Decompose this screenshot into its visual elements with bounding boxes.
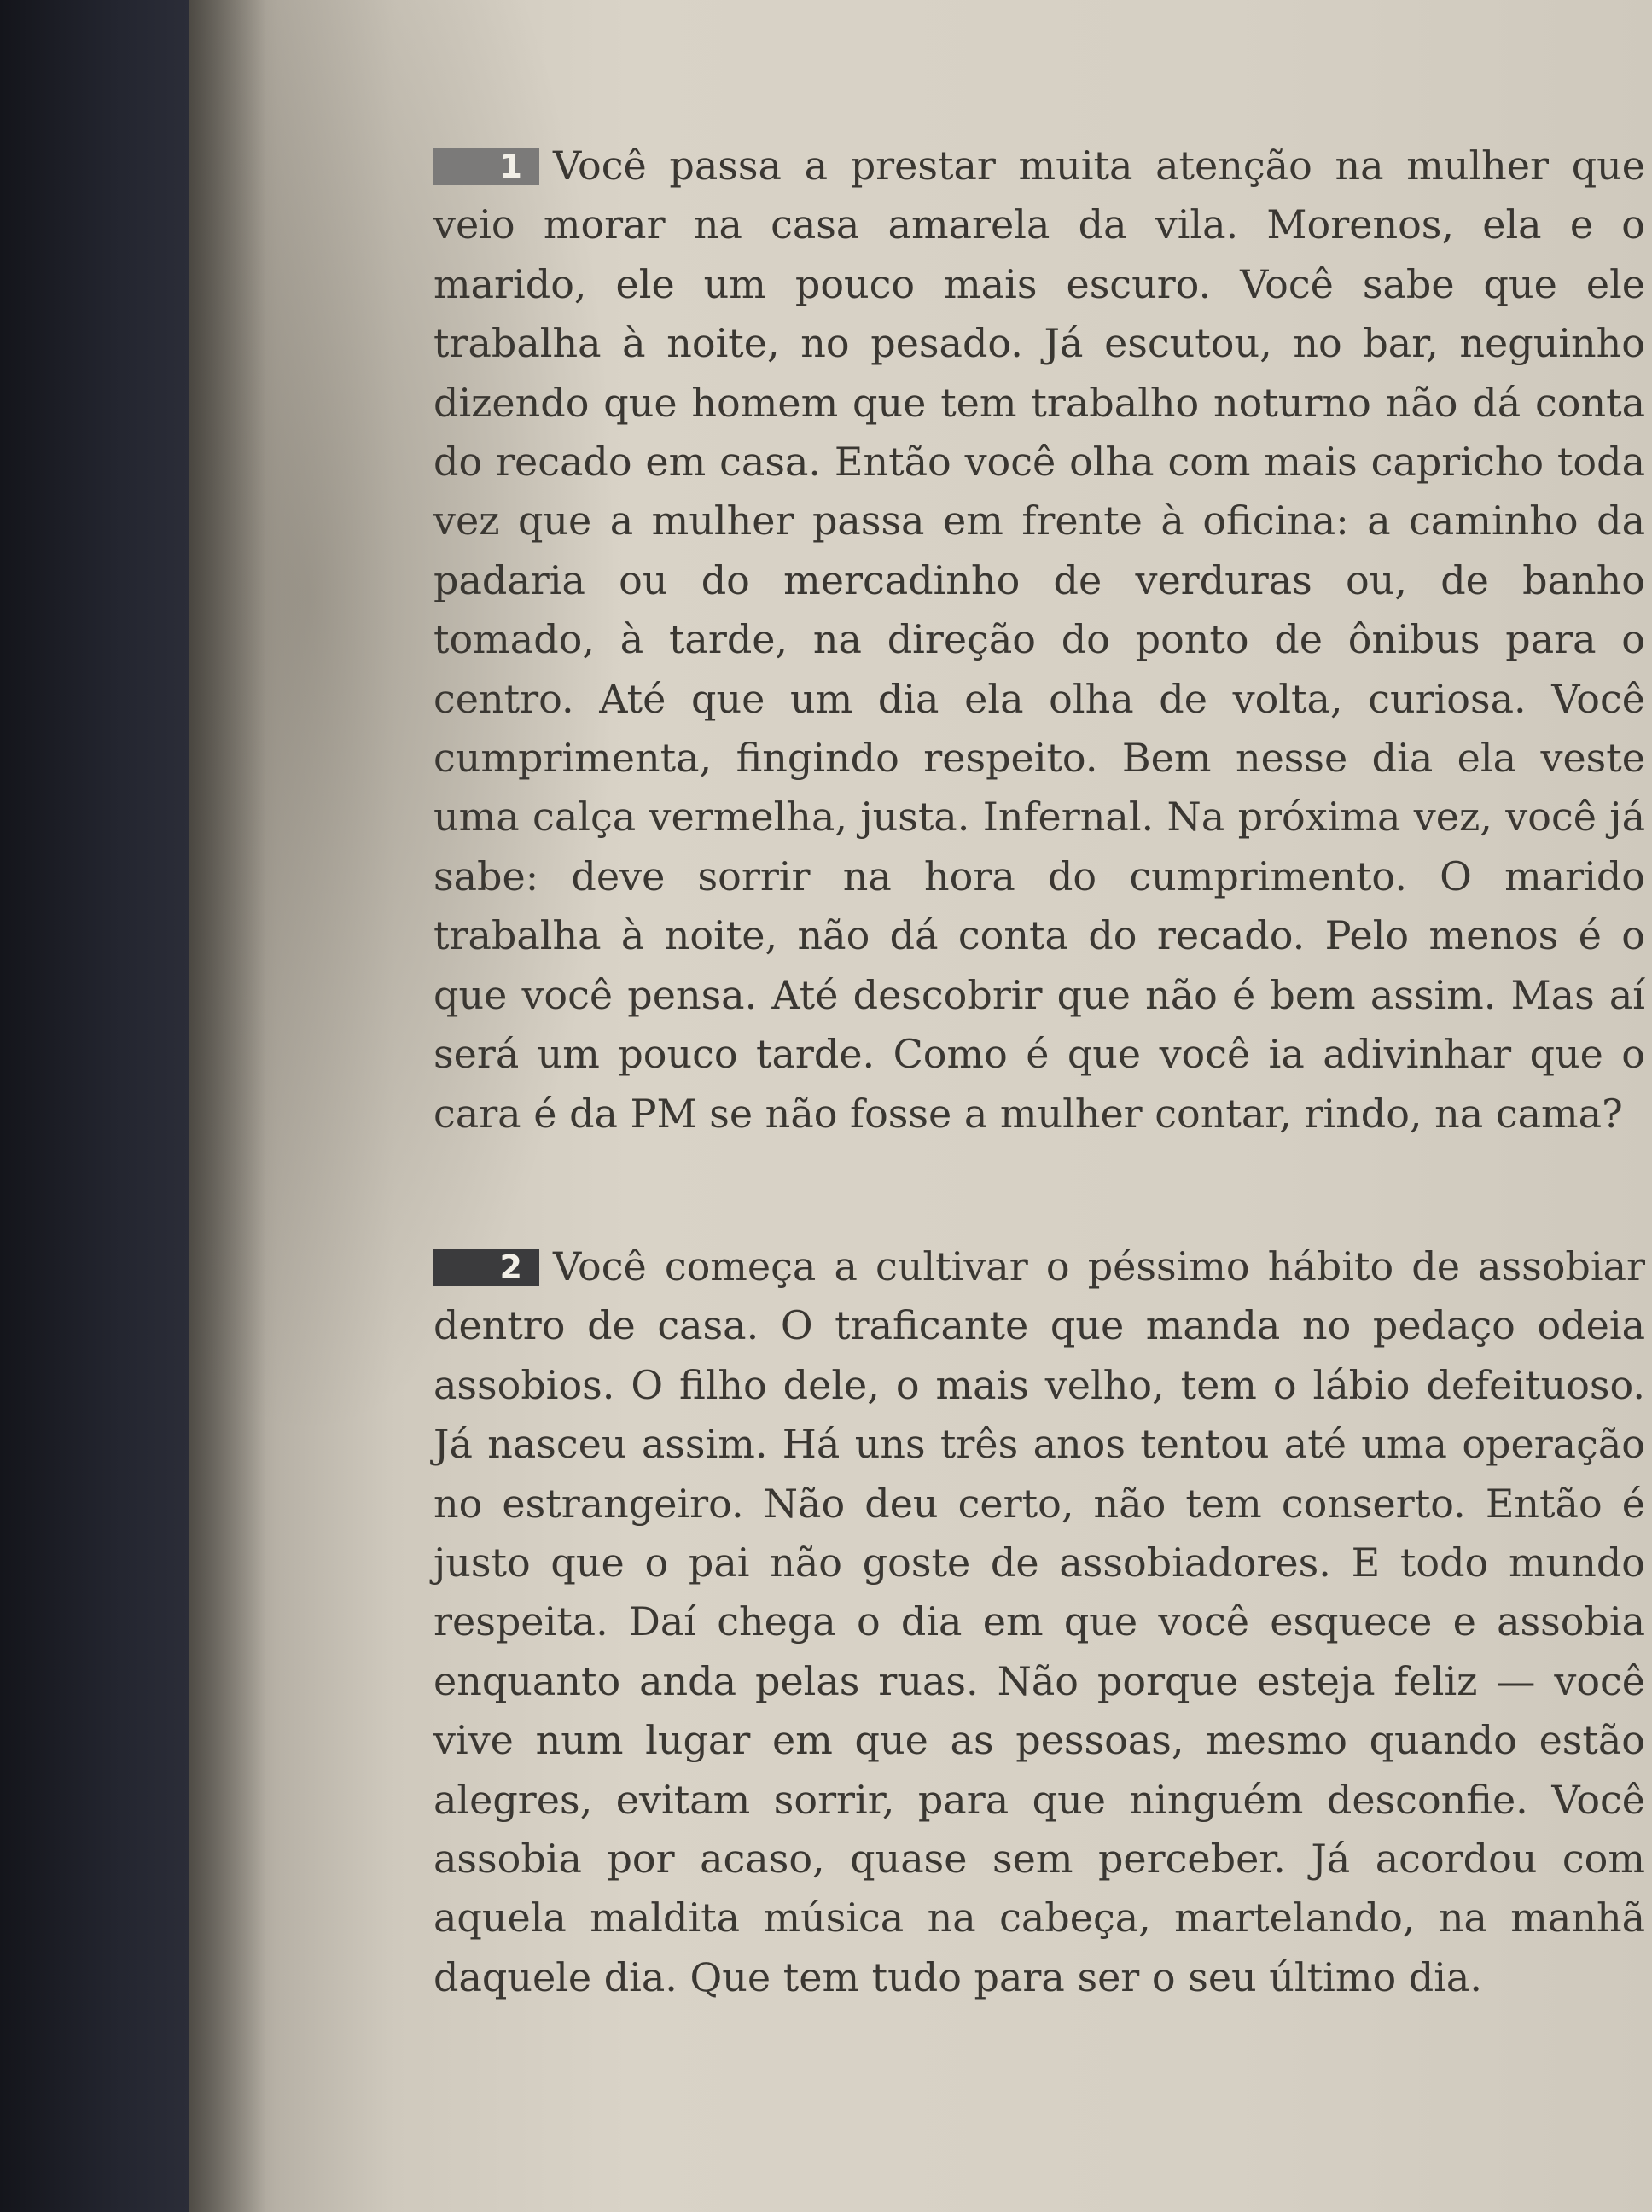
section-1-number-marker: 1 bbox=[433, 148, 539, 185]
section-1-text: Você passa a prestar muita atenção na mulher que veio morar na casa amarela da vila. Morenos, ela e o marido, ele um pouco mais escuro. Você sabe que ele trabalha à noite, no pesado. Já escutou, no bar, neguinho dizendo que homem que tem trabalho noturno não dá conta do recado em casa. Então você olha com mais capricho toda vez que a mulher passa em frente à oficina: a caminho da padaria ou do mercadinho de verduras ou, de banho tomado, à tarde, na direção do ponto de ônibus para o centro. Até que um dia ela olha de volta, curiosa. Você cumprimenta, fingindo respeito. Bem nesse dia ela veste uma calça vermelha, justa. Infernal. Na próxima vez, você já sabe: deve sorrir na hora do cumprimento. O marido trabalha à noite, não dá conta do recado. Pelo menos é o que você pensa. Até descobrir que não é bem assim. Mas aí será um pouco tarde. Como é que você ia adivinhar que o cara é da PM se não fosse a mulher contar, rindo, na cama? bbox=[433, 143, 1645, 1137]
section-2-text: Você começa a cultivar o péssimo hábito de assobiar dentro de casa. O traficante que manda no pedaço odeia assobios. O filho dele, o mais velho, tem o lábio defeituoso. Já nasceu assim. Há uns três anos tentou até uma operação no estrangeiro. Não deu certo, não tem conserto. Então é justo que o pai não goste de assobiadores. E todo mundo respeita. Daí chega o dia em que você esquece e assobia enquanto anda pelas ruas. Não porque esteja feliz — você vive num lugar em que as pessoas, mesmo quando estão alegres, evitam sorrir, para que ninguém desconfie. Você assobia por acaso, quase sem perceber. Já acordou com aquela maldita música na cabeça, martelando, na manhã daquele dia. Que tem tudo para ser o seu último dia. bbox=[433, 1243, 1645, 2000]
section-2-paragraph bbox=[433, 1237, 1645, 2007]
text-column bbox=[433, 137, 1645, 2007]
book-spine bbox=[0, 0, 189, 2212]
section-2-number-marker: 2 bbox=[433, 1249, 539, 1286]
page-gutter-shadow bbox=[189, 0, 266, 2212]
book-page bbox=[189, 0, 1652, 2212]
section-1-paragraph bbox=[433, 137, 1645, 1144]
